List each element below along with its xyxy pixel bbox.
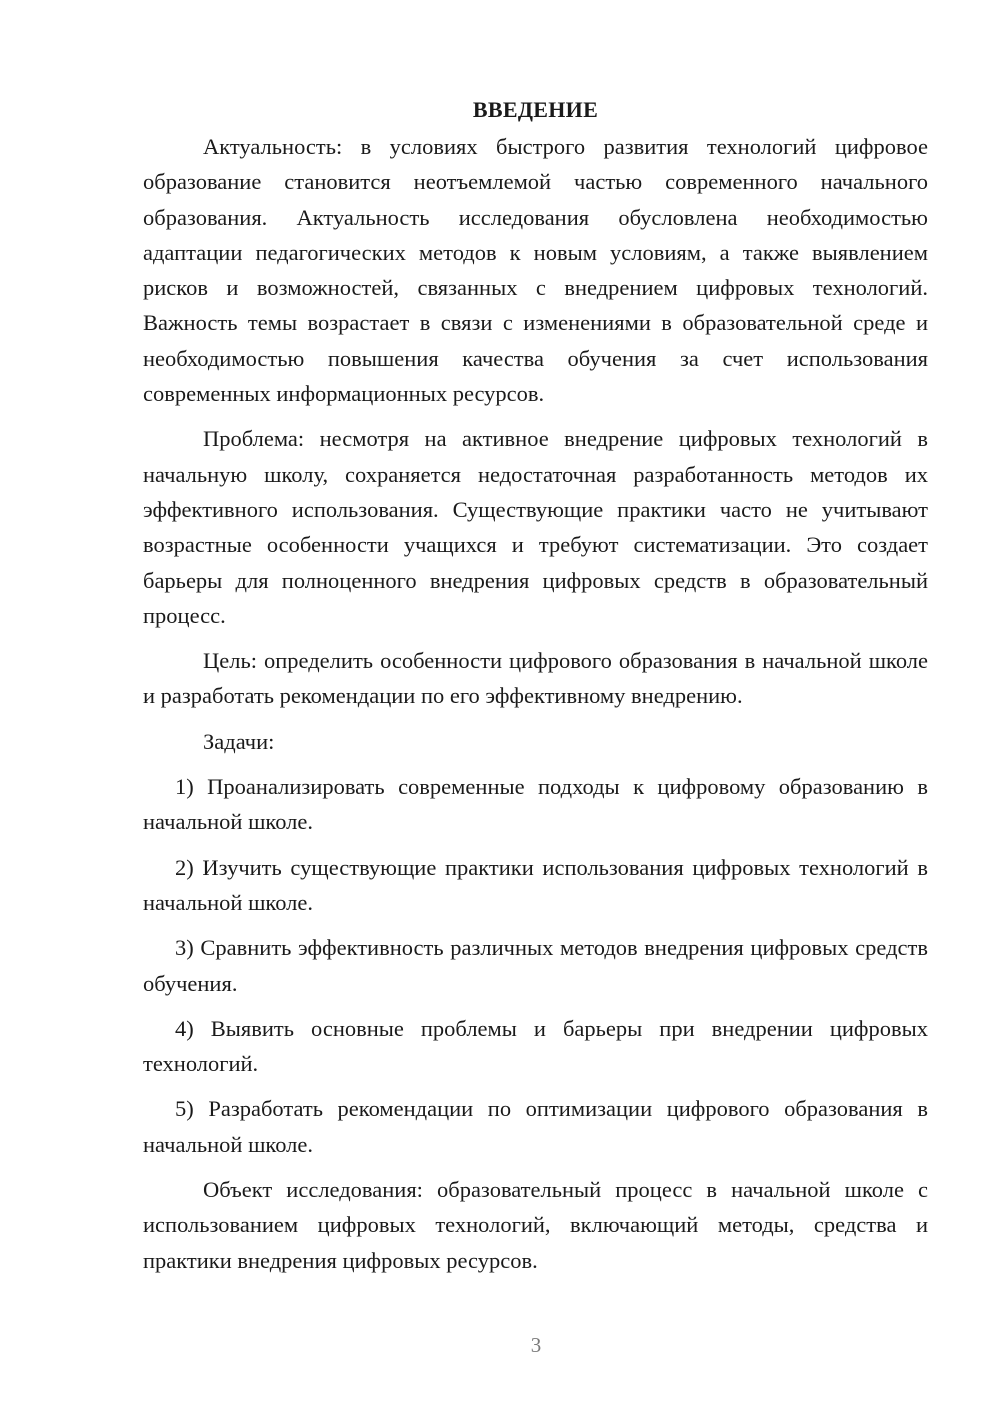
task-item-5: 5) Разработать рекомендации по оптимизации цифрового образования в начальной школе. <box>143 1096 928 1157</box>
tasks-label: Задачи: <box>203 728 275 754</box>
task-item-4: 4) Выявить основные проблемы и барьеры при внедрении цифровых технологий. <box>143 1015 928 1077</box>
relevance-paragraph: Актуальность: в условиях быстрого развития технологий цифровое образование становится неотъемлемой частью современного начального образования. Актуальность исследования обусловлена необходимостью адаптации педагогических методов к новым условиям, а также выявлением рисков и возможностей, связанных с внедрением цифровых технологий. Важность темы возрастает в связи с изменениями в образовательной среде и необходимостью повышения качества обучения за счет использования современных информационных ресурсов. <box>143 134 928 407</box>
goal-paragraph: Цель: определить особенности цифрового образования в начальной школе и разработать рекомендации по его эффективному внедрению. <box>143 648 928 709</box>
page-content <box>143 94 928 1288</box>
section-title: ВВЕДЕНИЕ <box>472 97 599 122</box>
task-item-2: 2) Изучить существующие практики использования цифровых технологий в начальной школе. <box>143 854 928 915</box>
page-number: 3 <box>530 1333 542 1357</box>
object-paragraph: Объект исследования: образовательный процесс в начальной школе с использованием цифровых технологий, включающий методы, средства и практики внедрения цифровых ресурсов. <box>143 1177 928 1273</box>
problem-paragraph: Проблема: несмотря на активное внедрение цифровых технологий в начальную школу, сохраняется недостаточная разработанность методов их эффективного использования. Существующие практики часто не учитывают возрастные особенности учащихся и требуют систематизации. Это создает барьеры для полноценного внедрения цифровых средств в образовательный процесс. <box>143 426 928 628</box>
task-item-3: 3) Сравнить эффективность различных методов внедрения цифровых средств обучения. <box>143 935 928 996</box>
task-item-1: 1) Проанализировать современные подходы к цифровому образованию в начальной школе. <box>143 774 928 835</box>
